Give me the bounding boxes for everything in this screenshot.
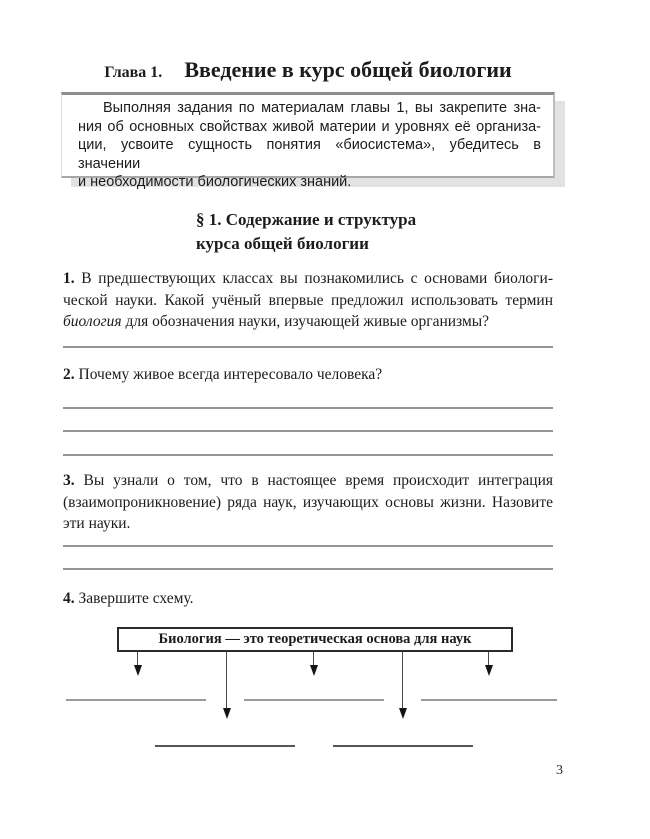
question-text: (взаимопроникновение) ряда наук, изучающих основы жизни. Назовите — [63, 493, 553, 511]
question-number: 3. — [63, 472, 75, 489]
diagram-root-box — [117, 627, 513, 652]
down-arrow-icon — [222, 652, 231, 719]
question-3 — [63, 470, 553, 535]
answer-line — [63, 407, 553, 409]
question-text-italic: биология — [63, 313, 122, 330]
question-text: В предшествующих классах вы познакомились с основами биологи- — [81, 270, 553, 287]
blank-answer-slot — [155, 745, 295, 747]
down-arrow-icon — [309, 652, 318, 676]
answer-line — [63, 346, 553, 348]
question-1 — [63, 268, 553, 333]
question-number: 1. — [63, 270, 75, 287]
blank-answer-slot — [66, 699, 206, 701]
section-title-line: курса общей биологии — [196, 234, 369, 253]
down-arrow-icon — [398, 652, 407, 719]
chapter-title: Введение в курс общей биологии — [184, 57, 512, 82]
blank-answer-slot — [421, 699, 557, 701]
intro-box — [61, 92, 555, 190]
chapter-heading — [63, 57, 553, 83]
diagram-complete-the-scheme — [0, 618, 650, 778]
question-text: для обозначения науки, изучающей живые организмы? — [125, 313, 490, 330]
question-number: 2. — [63, 366, 75, 383]
section-title-line: § 1. Содержание и структура — [196, 210, 417, 229]
answer-line — [63, 430, 553, 432]
intro-line: Выполняя задания по материалам главы 1, вы закрепите зна- — [103, 100, 541, 116]
blank-answer-slot — [333, 745, 473, 747]
answer-line — [63, 545, 553, 547]
diagram-root-label: Биология — это теоретическая основа для наук — [158, 631, 472, 647]
answer-line — [63, 568, 553, 570]
chapter-label: Глава 1. — [104, 64, 163, 81]
answer-line — [63, 454, 553, 456]
question-text: Почему живое всегда интересовало человека? — [78, 366, 383, 383]
intro-line: ции, усвоите сущность понятия «биосистема», убедитесь в значении — [78, 137, 541, 172]
question-2 — [63, 364, 553, 386]
question-4 — [63, 588, 553, 610]
blank-answer-slot — [244, 699, 384, 701]
question-text: Завершите схему. — [78, 590, 194, 607]
down-arrow-icon — [133, 652, 142, 676]
intro-line: и необходимости биологических знаний. — [78, 174, 352, 190]
question-text: ческой науки. Какой учёный впервые предложил использовать термин — [63, 291, 553, 309]
down-arrow-icon — [484, 652, 493, 676]
intro-line: ния об основных свойствах живой материи и уровнях её организа- — [78, 118, 541, 135]
question-text: Вы узнали о том, что в настоящее время происходит интеграция — [83, 472, 553, 489]
page-number: 3 — [556, 763, 563, 778]
question-text: эти науки. — [63, 515, 131, 532]
question-number: 4. — [63, 590, 75, 607]
section-title — [196, 208, 416, 256]
